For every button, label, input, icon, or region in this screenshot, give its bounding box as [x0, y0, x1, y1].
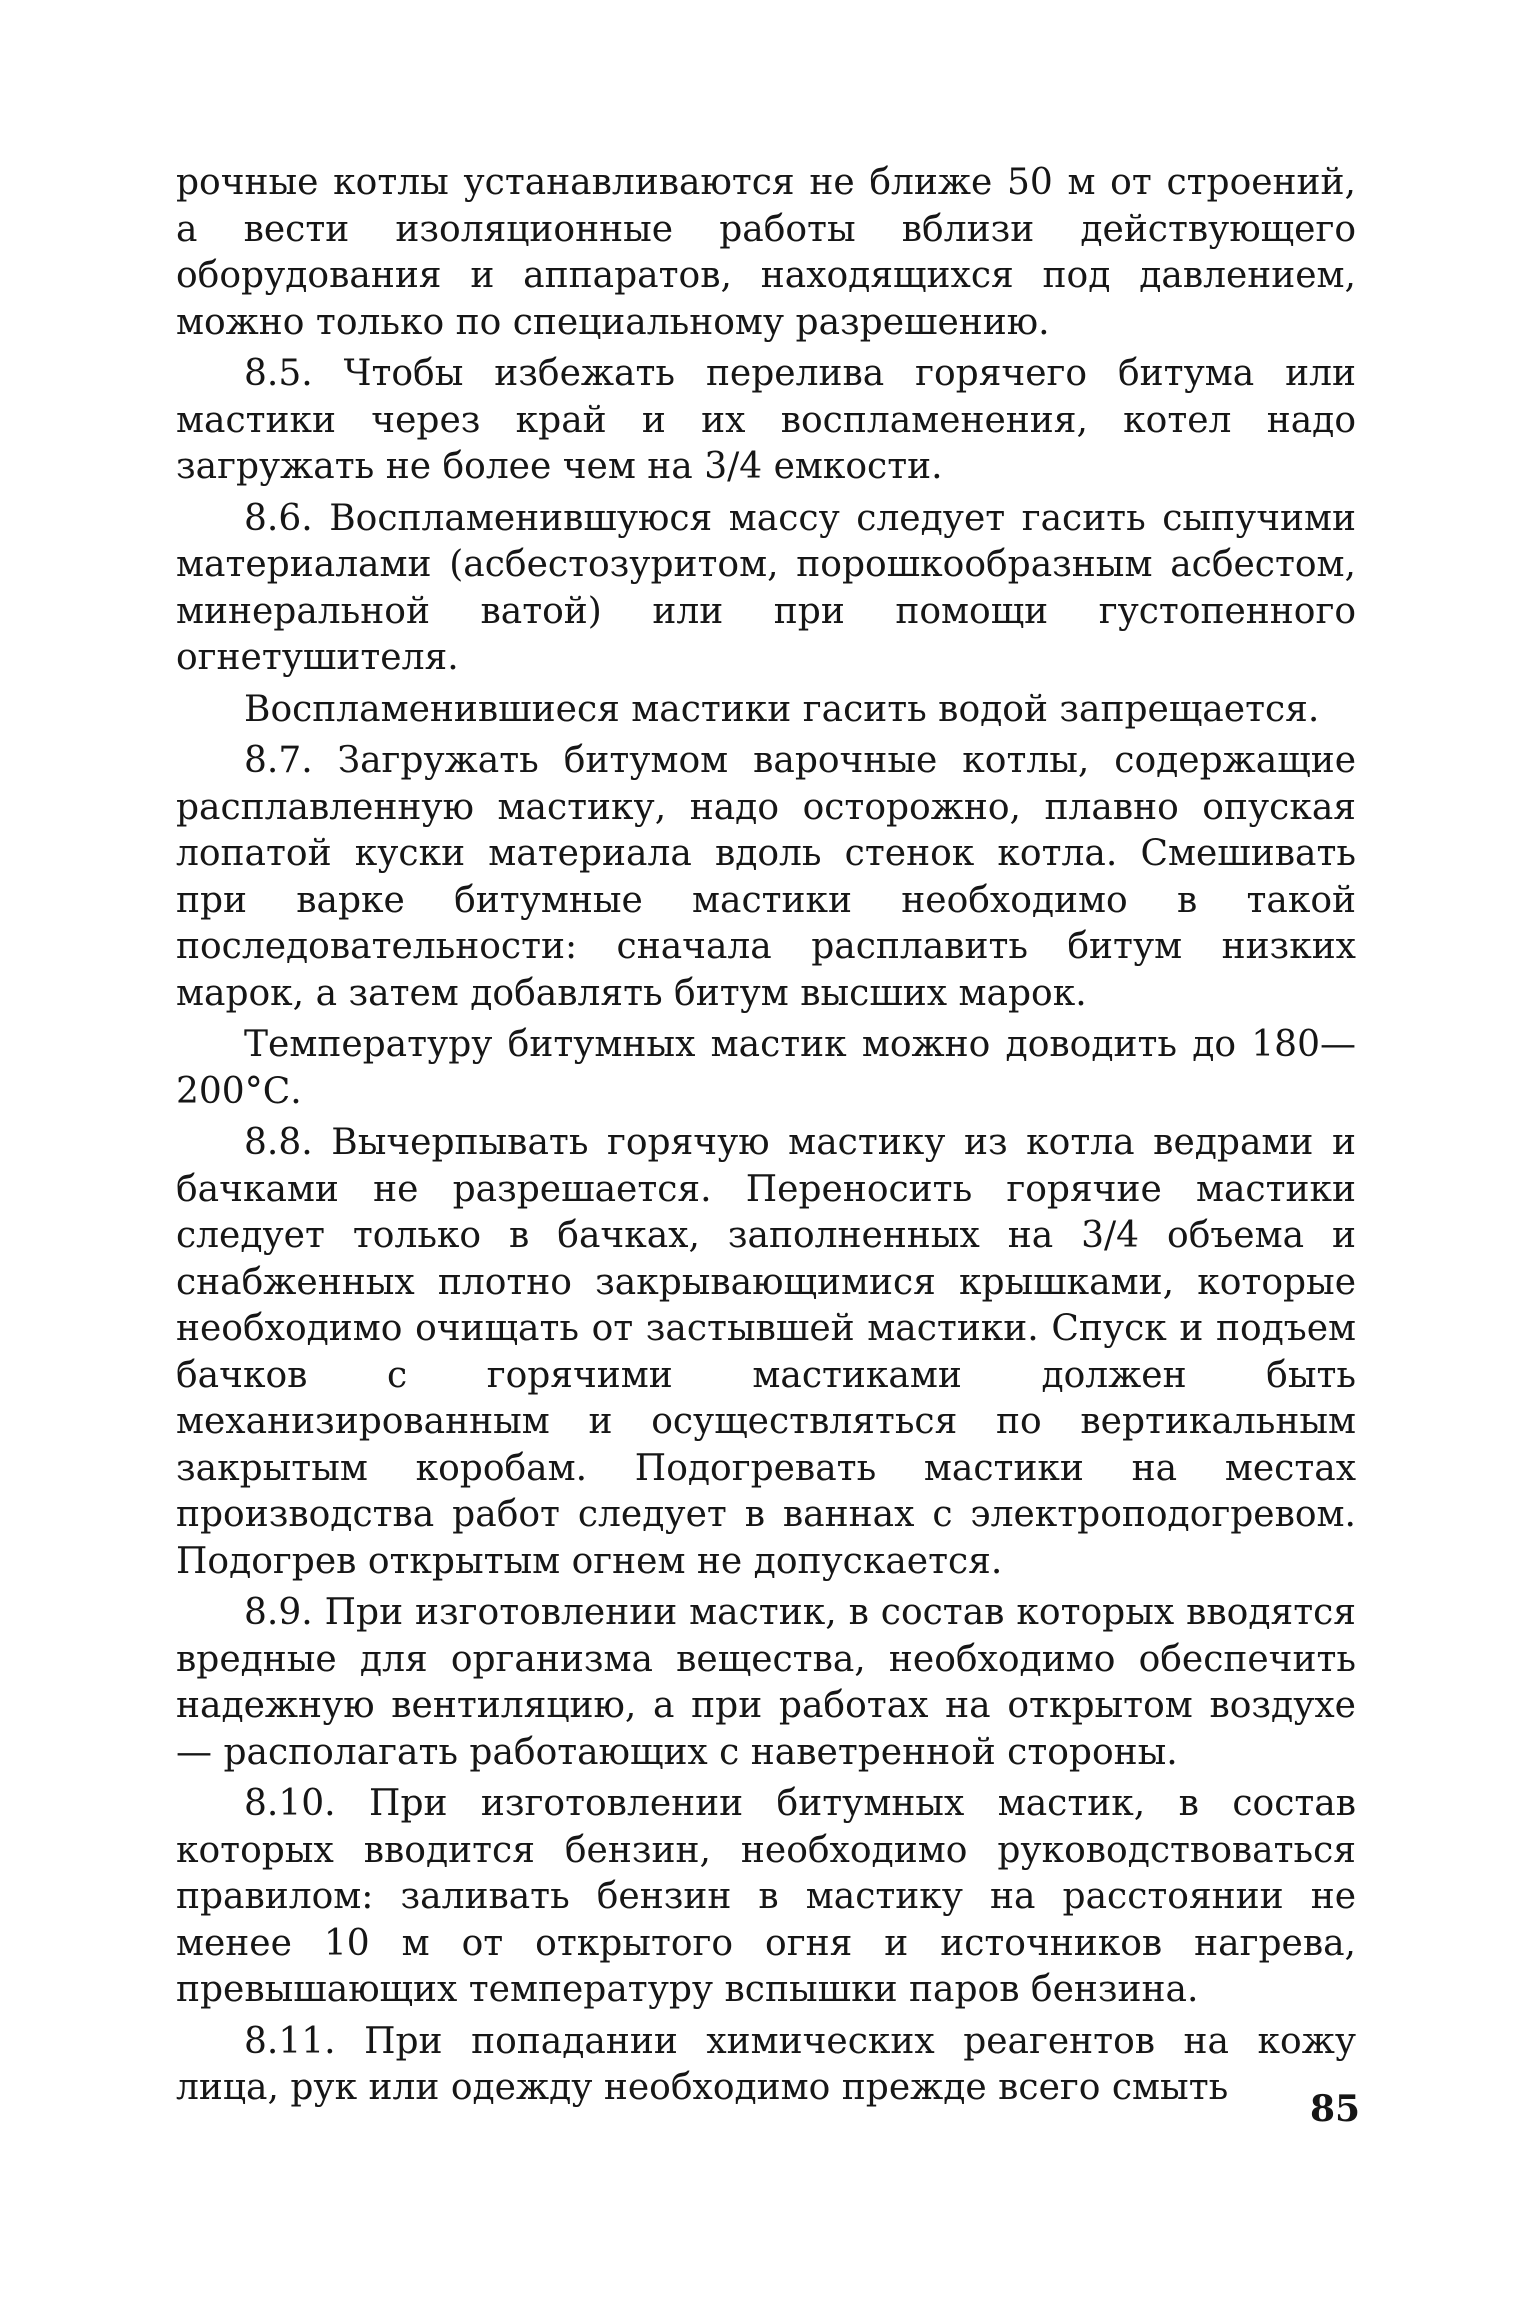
paragraph-8-6-note: Воспламенившиеся мастики гасить водой запрещается. [244, 688, 1320, 730]
paragraph-8-8: 8.8. Вычерпывать горячую мастику из котла ведрами и бачками не разрешается. Переносить горячие мастики следует только в бачках, заполненных на 3/4 объема и снабженных плотно закрывающимися крышками, которые необходимо очищать от застывшей мастики. Спуск и подъем бачков с горячими мастиками должен быть механизированным и осуществляться по вертикальным закрытым коробам. Подогревать мастики на местах производства работ следует в ваннах с электроподогревом. Подогрев открытым огнем не допускается. [176, 1122, 1356, 1582]
paragraph-continuation: рочные котлы устанавливаются не ближе 50 м от строений, а вести изоляционные работы вблизи действующего оборудования и аппаратов, находящихся под давлением, можно только по специальному разрешению. [176, 162, 1356, 343]
paragraph-8-5: 8.5. Чтобы избежать перелива горячего битума или мастики через край и их воспламенения, котел надо загружать не более чем на 3/4 емкости. [176, 353, 1356, 487]
paragraph-8-9: 8.9. При изготовлении мастик, в состав которых вводятся вредные для организма вещества, необходимо обеспечить надежную вентиляцию, а при работах на открытом воздухе — располагать работающих с наветренной стороны. [176, 1592, 1356, 1773]
paragraph-8-6: 8.6. Воспламенившуюся массу следует гасить сыпучими материалами (асбестозуритом, порошкообразным асбестом, минеральной ватой) или при помощи густопенного огнетушителя. [176, 497, 1356, 678]
paragraph-8-7-note: Температуру битумных мастик можно доводить до 180—200°С. [176, 1024, 1356, 1112]
page-number: 85 [1310, 2088, 1361, 2130]
paragraph-8-11: 8.11. При попадании химических реагентов на кожу лица, рук или одежду необходимо прежде всего смыть [176, 2020, 1356, 2108]
paragraph-8-10: 8.10. При изготовлении битумных мастик, в состав которых вводится бензин, необходимо руководствоваться правилом: заливать бензин в мастику на расстоянии не менее 10 м от открытого огня и источников нагрева, превышающих температуру вспышки паров бензина. [176, 1783, 1356, 2010]
page-body [176, 160, 1356, 2117]
paragraph-8-7: 8.7. Загружать битумом варочные котлы, содержащие расплавленную мастику, надо осторожно, плавно опуская лопатой куски материала вдоль стенок котла. Смешивать при варке битумные мастики необходимо в такой последовательности: сначала расплавить битум низких марок, а затем добавлять битум высших марок. [176, 740, 1356, 1014]
